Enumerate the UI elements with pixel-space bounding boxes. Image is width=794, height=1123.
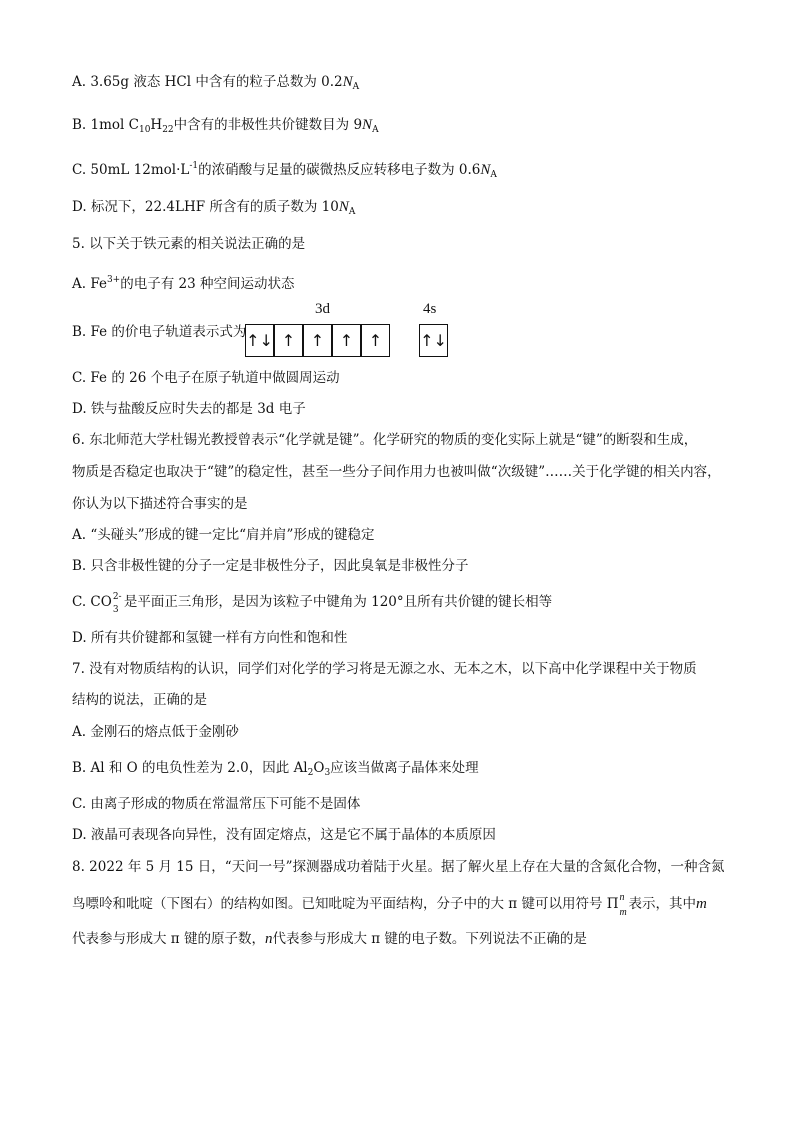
- q8-stem-line2: [72, 892, 707, 918]
- q4-b-mid: 中含有的非极性共价键数目为 9: [173, 117, 363, 133]
- q8-stem-line1: 8. 2022 年 5 月 15 日，“天问一号”探测器成功着陆于火星。据了解火星上存在大量的含氮化合物，一种含氮: [72, 859, 725, 875]
- q4-b-sub1: 10: [138, 125, 151, 135]
- q7-b-text: B. Al 和 O 的电负性差为 2.0，因此 Al: [72, 760, 308, 776]
- q8-stem-line3: [72, 929, 587, 949]
- q8-l3-var: n: [264, 931, 273, 947]
- q4-a-symbol: N: [342, 74, 353, 90]
- q5-option-a: [72, 270, 295, 294]
- orbital-3d-box-3: ↑: [303, 324, 332, 357]
- q4-c-symbol: N: [480, 162, 491, 178]
- q8-l3-text: 代表参与形成大 π 键的原子数，: [72, 931, 265, 947]
- q5-a-text: A. Fe: [72, 276, 107, 292]
- q4-b-symbol: N: [362, 117, 373, 133]
- q4-d-symbol-sub: A: [348, 207, 356, 217]
- q6-option-d: D. 所有共价键都和氢键一样有方向性和饱和性: [72, 630, 348, 646]
- q4-b-h: H: [150, 117, 163, 133]
- q7-b-post: 应该当做离子晶体来处理: [330, 760, 479, 776]
- q5-option-c: C. Fe 的 26 个电子在原子轨道中做圆周运动: [72, 370, 340, 386]
- orbital-3d-box-5: ↑: [361, 324, 390, 357]
- q4-b-text: B. 1mol C: [72, 117, 139, 133]
- q4-d-symbol: N: [338, 199, 349, 215]
- q7-b-sub2: 3: [324, 768, 331, 778]
- q7-option-c: C. 由离子形成的物质在常温常压下可能不是固体: [72, 796, 361, 812]
- q4-option-a: [72, 72, 359, 97]
- q7-option-d: D. 液晶可表现各向异性，没有固定熔点，这是它不属于晶体的本质原因: [72, 827, 496, 843]
- q6-stem-line3: 你认为以下描述符合事实的是: [72, 496, 248, 512]
- q6-option-a: A. “头碰头”形成的键一定比“肩并肩”形成的键稳定: [72, 527, 375, 543]
- q6-stem-line1: 6. 东北师范大学杜锡光教授曾表示“化学就是键”。化学研究的物质的变化实际上就是“键”的断裂和生成，: [72, 432, 698, 448]
- q6-stem-line2: 物质是否稳定也取决于“键”的稳定性，甚至一些分子间作用力也被叫做“次级键”……关于化学键的相关内容，: [72, 464, 721, 480]
- q6-c-script: [112, 592, 124, 615]
- q4-c-text: C. 50mL 12mol·L: [72, 162, 190, 178]
- q4-c-sup: -1: [189, 161, 199, 171]
- q8-l2-post: 表示，其中: [628, 896, 697, 912]
- q6-c-post: 是平面正三角形，是因为该粒子中键角为 120°且所有共价键的键长相等: [123, 594, 553, 610]
- q6-c-text: C. CO: [72, 594, 112, 610]
- q5-a-sup: 3+: [106, 275, 121, 285]
- q4-c-symbol-sub: A: [490, 170, 497, 180]
- q8-pi-sub: m: [619, 907, 627, 918]
- label-4s: 4s: [423, 301, 437, 317]
- q4-option-c: [72, 156, 497, 185]
- q6-c-sup: 2-: [112, 592, 122, 602]
- q7-stem-line1: 7. 没有对物质结构的认识，同学们对化学的学习将是无源之水、无本之木，以下高中化学课程中关于物质: [72, 661, 697, 677]
- q8-l2-text: 鸟嘌呤和吡啶（下图右）的结构如图。已知吡啶为平面结构，分子中的大 π 键可以用符号 Π: [72, 896, 619, 912]
- q5-stem: 5. 以下关于铁元素的相关说法正确的是: [72, 236, 306, 252]
- q4-d-text: D. 标况下，22.4LHF 所含有的质子数为 10: [72, 199, 339, 215]
- q4-b-sub2: 22: [162, 125, 174, 135]
- q5-a-post: 的电子有 23 种空间运动状态: [120, 276, 295, 292]
- q7-option-b: [72, 758, 479, 783]
- q4-option-b: [72, 115, 379, 140]
- q7-option-a: A. 金刚石的熔点低于金刚砂: [72, 724, 239, 740]
- q4-a-text: A. 3.65g 液态 HCl 中含有的粒子总数为 0.2: [72, 74, 343, 90]
- q6-option-b: B. 只含非极性键的分子一定是非极性分子，因此臭氧是非极性分子: [72, 558, 469, 574]
- q7-b-sub1: 2: [307, 768, 314, 778]
- q4-b-symbol-sub: A: [372, 125, 379, 135]
- q5-option-d: D. 铁与盐酸反应时失去的都是 3d 电子: [72, 401, 306, 417]
- orbital-3d-box-2: ↑: [274, 324, 303, 357]
- orbital-4s-box: ↑↓: [419, 324, 448, 357]
- q6-option-c: [72, 592, 553, 615]
- q5-option-b: B. Fe 的价电子轨道表示式为: [72, 324, 247, 340]
- q7-b-o: O: [313, 760, 325, 776]
- orbital-3d-box-4: ↑: [332, 324, 361, 357]
- q8-pi-sup: n: [619, 892, 625, 903]
- q4-c-mid: 的浓硝酸与足量的碳微热反应转移电子数为 0.6: [198, 162, 481, 178]
- q8-l3-post: 代表参与形成大 π 键的电子数。下列说法不正确的是: [272, 931, 587, 947]
- q7-stem-line2: 结构的说法，正确的是: [72, 692, 207, 708]
- q8-l2-var: m: [696, 896, 707, 912]
- q8-pi-script: [619, 892, 629, 918]
- q4-a-sub: A: [352, 82, 360, 92]
- q4-option-d: [72, 197, 355, 222]
- q6-c-sub: 3: [112, 605, 119, 615]
- label-3d: 3d: [315, 301, 330, 317]
- orbital-diagram: [245, 301, 455, 362]
- orbital-3d-box-1: ↑↓: [245, 324, 274, 357]
